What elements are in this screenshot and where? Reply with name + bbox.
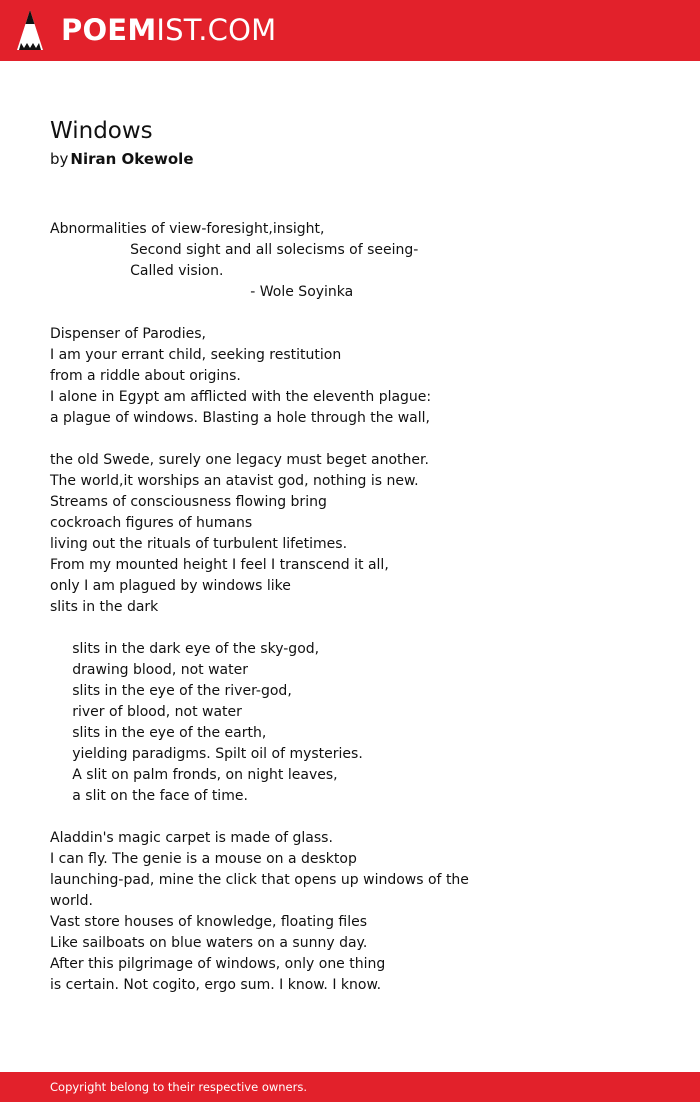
poem-line: slits in the eye of the river-god, (50, 683, 292, 699)
pencil-tip-icon (17, 10, 43, 52)
poem-line: river of blood, not water (50, 704, 242, 720)
poem-line: slits in the dark eye of the sky-god, (50, 641, 320, 657)
poem-line: I am your errant child, seeking restitution (50, 347, 342, 363)
site-header (0, 0, 700, 61)
poem-line (50, 429, 670, 450)
poem-line: Streams of consciousness flowing bring (50, 494, 327, 510)
poem-line: Vast store houses of knowledge, floating files (50, 914, 368, 930)
poem-line: a plague of windows. Blasting a hole through the wall, (50, 410, 430, 426)
logo-light-text: IST.COM (156, 12, 277, 47)
poem-body (50, 219, 670, 996)
author-name: Niran Okewole (70, 150, 194, 168)
poem-line: I can fly. The genie is a mouse on a desktop (50, 851, 357, 867)
poem-line: I alone in Egypt am afflicted with the eleventh plague: (50, 389, 432, 405)
poem-line: From my mounted height I feel I transcend it all, (50, 557, 389, 573)
poem-line: Dispenser of Parodies, (50, 326, 206, 342)
site-footer (0, 1072, 700, 1102)
poem-line (50, 303, 670, 324)
poem-line: only I am plagued by windows like (50, 578, 291, 594)
logo-strong-text: POEM (61, 12, 157, 47)
poem-line: Like sailboats on blue waters on a sunny day. (50, 935, 368, 951)
poem-line: world. (50, 893, 93, 909)
copyright-text: Copyright belong to their respective owners. (50, 1080, 308, 1094)
poem-line: - Wole Soyinka (50, 284, 354, 300)
poem-line: from a riddle about origins. (50, 368, 241, 384)
poem-line: living out the rituals of turbulent lifetimes. (50, 536, 348, 552)
byline-prefix: by (50, 150, 69, 168)
poem-line: yielding paradigms. Spilt oil of mysteries. (50, 746, 363, 762)
poem-line (50, 618, 670, 639)
poem-line: cockroach figures of humans (50, 515, 253, 531)
poem-line: the old Swede, surely one legacy must beget another. (50, 452, 429, 468)
poem-line: slits in the eye of the earth, (50, 725, 267, 741)
poem-line: Second sight and all solecisms of seeing- (50, 242, 419, 258)
poem-line: drawing blood, not water (50, 662, 248, 678)
poem-title: Windows (50, 118, 153, 144)
site-logo-link[interactable] (17, 9, 276, 53)
poem-line: Abnormalities of view-foresight,insight, (50, 221, 325, 237)
poem-line: is certain. Not cogito, ergo sum. I know. I know. (50, 977, 382, 993)
byline (50, 149, 194, 169)
poem-line: launching-pad, mine the click that opens up windows of the (50, 872, 469, 888)
poem-line: After this pilgrimage of windows, only one thing (50, 956, 386, 972)
poem-line: Called vision. (50, 263, 224, 279)
poem-line: A slit on palm fronds, on night leaves, (50, 767, 338, 783)
poem-line: The world,it worships an atavist god, nothing is new. (50, 473, 419, 489)
poem-line (50, 807, 670, 828)
site-logo-text (61, 12, 277, 47)
poem-line: Aladdin's magic carpet is made of glass. (50, 830, 333, 846)
poem-line: slits in the dark (50, 599, 159, 615)
poem-line: a slit on the face of time. (50, 788, 248, 804)
